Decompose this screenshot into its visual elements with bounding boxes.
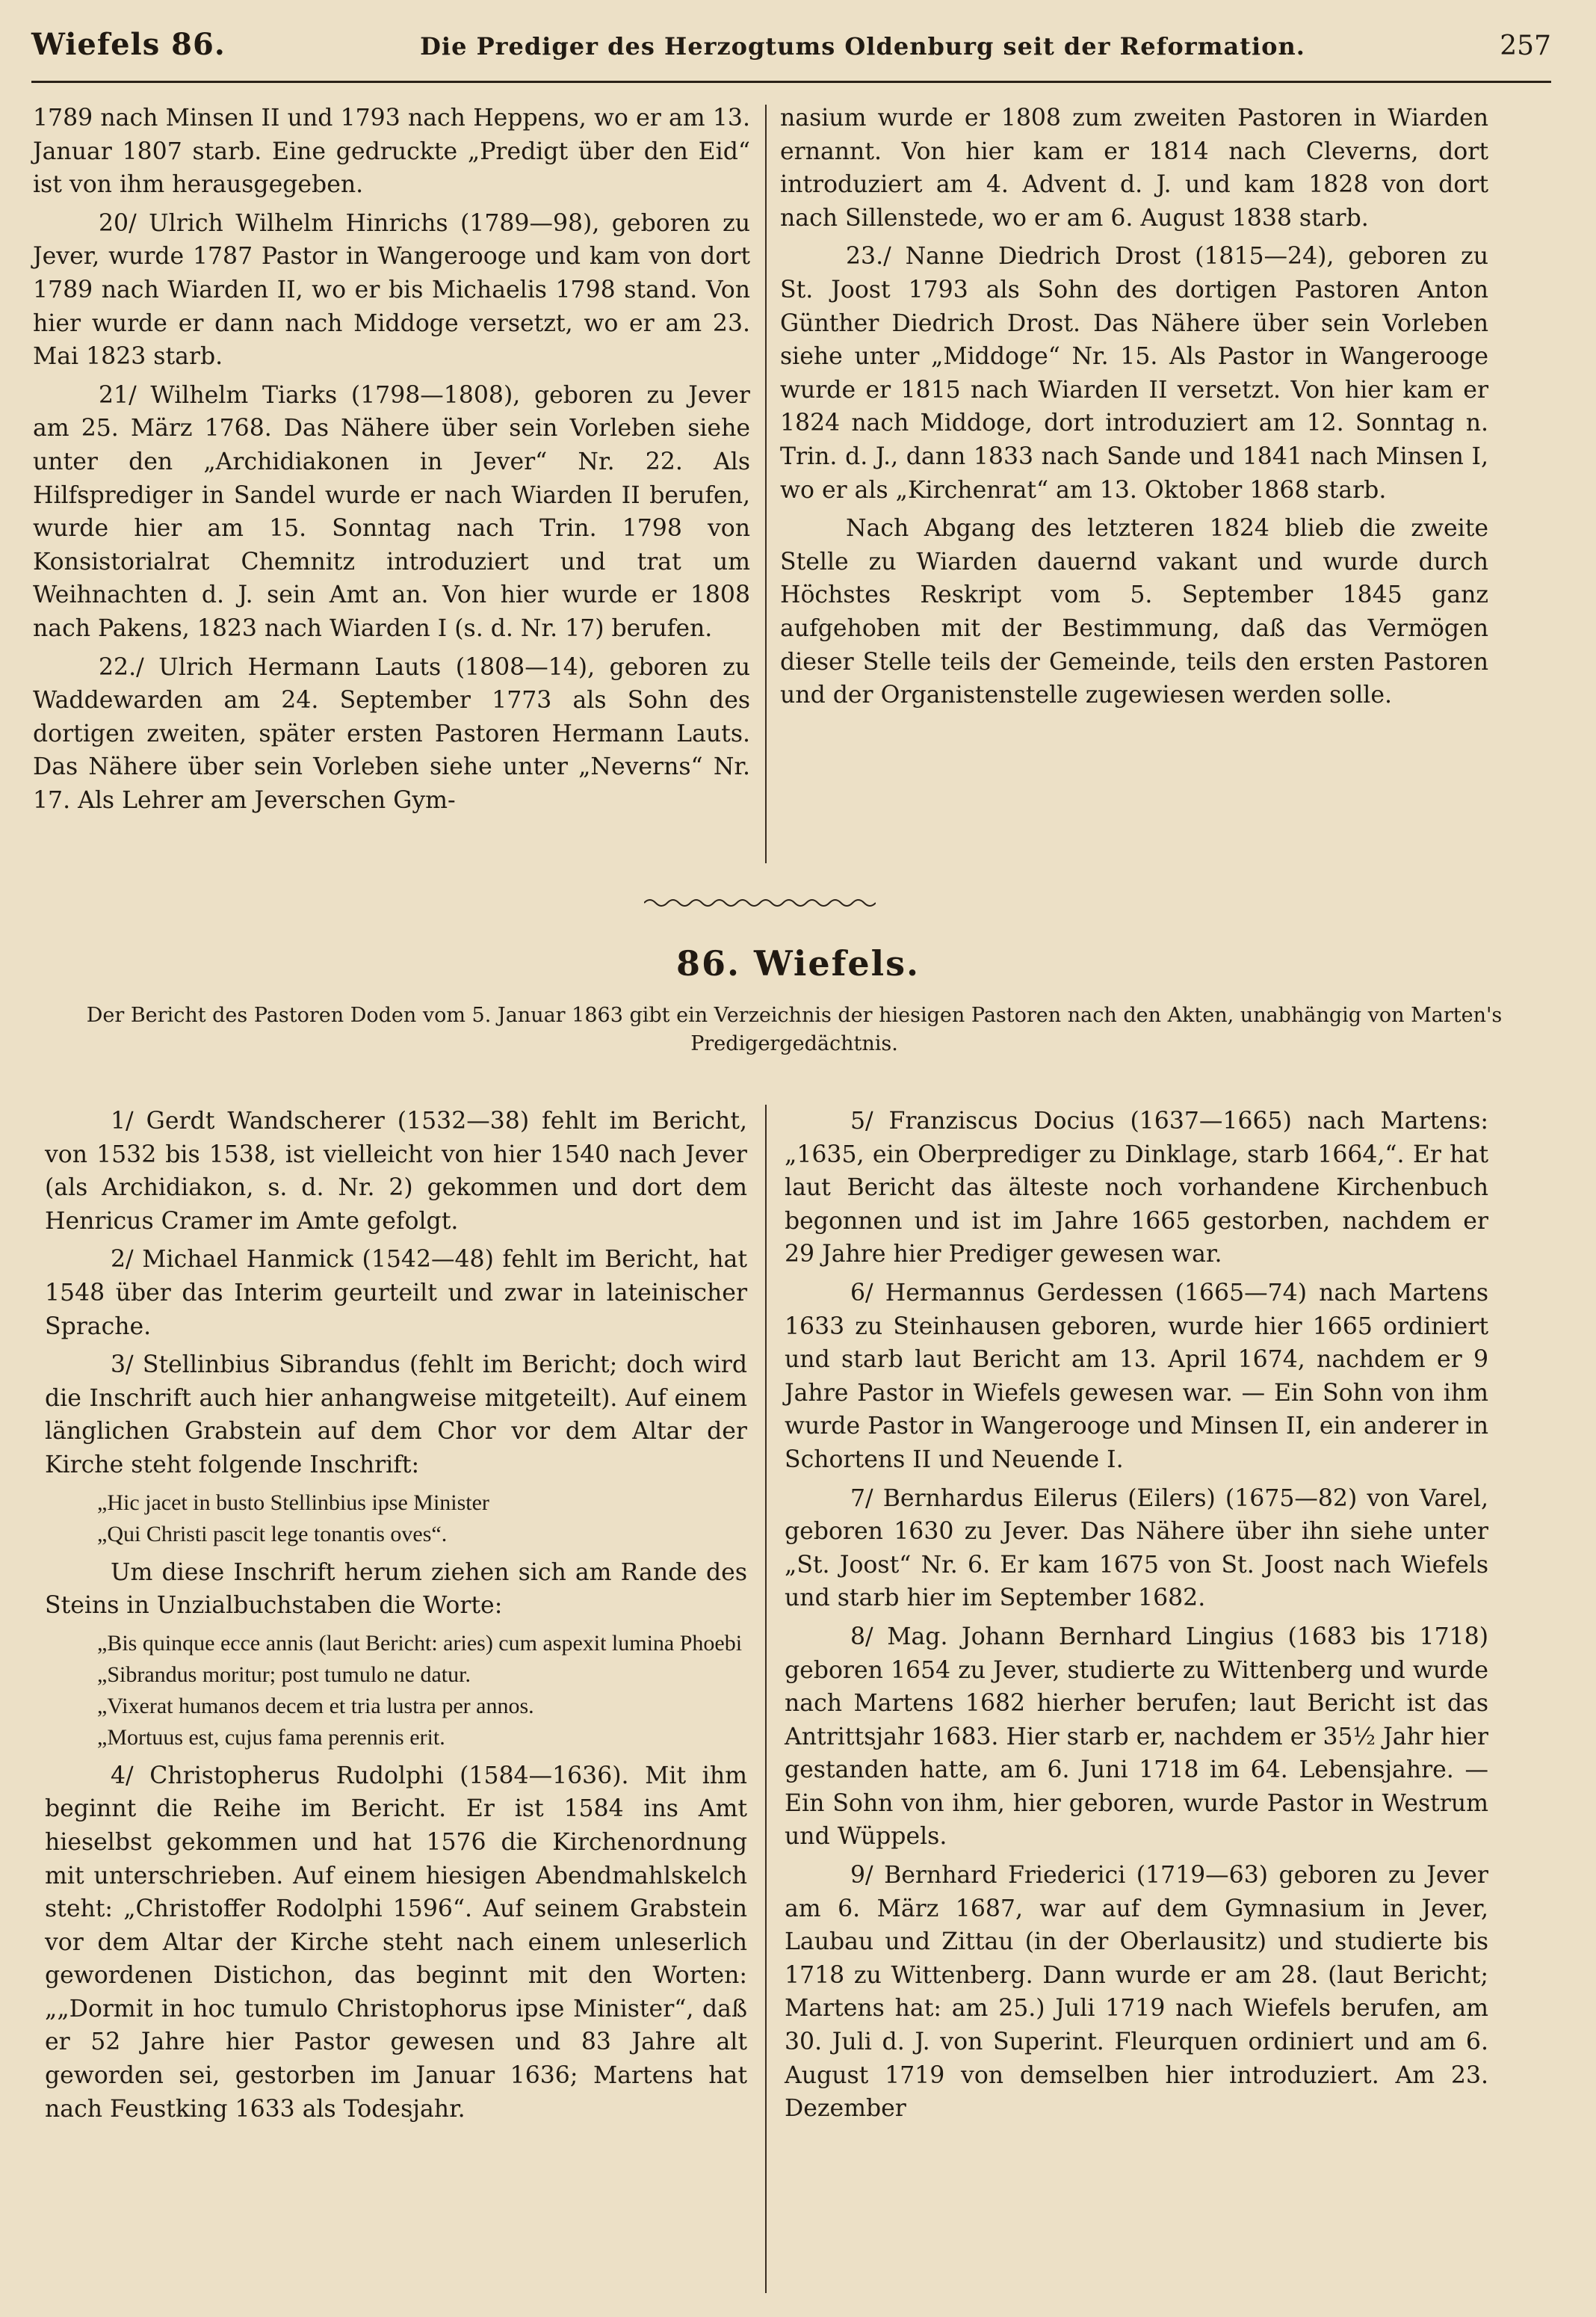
- paragraph: 22./ Ulrich Hermann Lauts (1808—14), geboren zu Waddewarden am 24. September 1773 als Sohn des dortigen zweiten, später ersten Pastoren Hermann Lauts. Das Nähere über sein Vorleben siehe unter „Neverns“ Nr. 17. Als Lehrer am Jeverschen Gym-: [33, 653, 750, 814]
- column-divider: [765, 105, 767, 863]
- paragraph: 23./ Nanne Diedrich Drost (1815—24), geboren zu St. Joost 1793 als Sohn des dortigen Pastoren Anton Günther Diedrich Drost. Das Nähere über sein Vorleben siehe unter „Middoge“ Nr. 15. Als Pastor in Wangerooge wurde er 1815 nach Wiarden II versetzt. Von hier kam er 1824 nach Middoge, dort introduziert am 12. Sonntag n. Trin. d. J., dann 1833 nach Sande und 1841 nach Minsen I, wo er als „Kirchenrat“ am 13. Oktober 1868 starb.: [780, 243, 1488, 504]
- ornament-separator: [644, 894, 876, 912]
- latin-inscription-line: „Vixerat humanos decem et tria lustra per annos.: [97, 1693, 534, 1718]
- section-intro: Der Bericht des Pastoren Doden vom 5. Januar 1863 gibt ein Verzeichnis der hiesigen Pastoren nach den Akten, unabhängig von Marten's Predigergedächtnis.: [86, 1004, 1503, 1055]
- bottom-left-column: [45, 1105, 747, 2131]
- paragraph: 8/ Mag. Johann Bernhard Lingius (1683 bis 1718) geboren 1654 zu Jever, studierte zu Wittenberg und wurde nach Martens 1682 hierher berufen; laut Bericht ist das Antrittsjahr 1683. Hier starb er, nachdem er 35½ Jahr hier gestanden hatte, am 6. Juni 1718 im 64. Lebensjahre. — Ein Sohn von ihm, hier geboren, wurde Pastor in Westrum und Wüppels.: [785, 1623, 1488, 1851]
- paragraph: Nach Abgang des letzteren 1824 blieb die zweite Stelle zu Wiarden dauernd vakant und wurde durch Höchstes Reskript vom 5. September 1845 ganz aufgehoben mit der Bestimmung, daß das Vermögen dieser Stelle teils der Gemeinde, teils den ersten Pastoren und der Organistenstelle zugewiesen werden solle.: [780, 515, 1488, 709]
- paragraph: 9/ Bernhard Friederici (1719—63) geboren zu Jever am 6. März 1687, war auf dem Gymnasium in Jever, Laubau und Zittau (in der Oberlausitz) und studierte bis 1718 zu Wittenberg. Dann wurde er am 28. (laut Bericht; Martens hat: am 25.) Juli 1719 nach Wiefels berufen, am 30. Juli d. J. von Superint. Fleurquen ordiniert und am 6. August 1719 von demselben hier introduziert. Am 23. Dezember: [785, 1862, 1488, 2123]
- paragraph: 1/ Gerdt Wandscherer (1532—38) fehlt im Bericht, von 1532 bis 1538, ist vielleicht von hier 1540 nach Jever (als Archidiakon, s. d. Nr. 2) gekommen und dort dem Henricus Cramer im Amte gefolgt.: [45, 1108, 747, 1235]
- paragraph: 6/ Hermannus Gerdessen (1665—74) nach Martens 1633 zu Steinhausen geboren, wurde hier 1665 ordiniert und starb laut Bericht am 13. April 1674, nachdem er 9 Jahre Pastor in Wiefels gewesen war. — Ein Sohn von ihm wurde Pastor in Wangerooge und Minsen II, ein anderer in Schortens II und Neuende I.: [785, 1279, 1488, 1473]
- latin-inscription-line: „Hic jacet in busto Stellinbius ipse Minister: [97, 1490, 489, 1515]
- latin-inscription-line: „Bis quinque ecce annis (laut Bericht: aries) cum aspexit lumina Phoebi: [97, 1630, 743, 1656]
- section-heading: 86. Wiefels.: [675, 943, 921, 984]
- paragraph: 20/ Ulrich Wilhelm Hinrichs (1789—98), geboren zu Jever, wurde 1787 Pastor in Wangerooge und kam von dort 1789 nach Wiarden II, wo er bis Michaelis 1798 stand. Von hier wurde er dann nach Middoge versetzt, wo er am 23. Mai 1823 starb.: [33, 209, 750, 371]
- running-head-section: Wiefels 86.: [31, 27, 226, 62]
- paragraph: 1789 nach Minsen II und 1793 nach Heppens, wo er am 13. Januar 1807 starb. Eine gedruckte „Predigt über den Eid“ ist von ihm herausgegeben.: [33, 105, 750, 199]
- paragraph: 21/ Wilhelm Tiarks (1798—1808), geboren zu Jever am 25. März 1768. Das Nähere über sein Vorleben siehe unter den „Archidiakonen in Jever“ Nr. 22. Als Hilfsprediger in Sandel wurde er nach Wiarden II berufen, wurde hier am 15. Sonntag nach Trin. 1798 von Konsistorialrat Chemnitz introduziert und trat um Weihnachten d. J. sein Amt an. Von hier wurde er 1808 nach Pakens, 1823 nach Wiarden I (s. d. Nr. 17) berufen.: [33, 381, 750, 642]
- running-head-title: Die Prediger des Herzogtums Oldenburg seit der Reformation.: [420, 32, 1305, 61]
- latin-inscription-line: „Mortuus est, cujus fama perennis erit.: [97, 1724, 445, 1750]
- latin-inscription-line: „Sibrandus moritur; post tumulo ne datur.: [97, 1662, 471, 1687]
- paragraph: 2/ Michael Hanmick (1542—48) fehlt im Bericht, hat 1548 über das Interim geurteilt und zwar in lateinischer Sprache.: [45, 1246, 747, 1340]
- header-rule: [31, 81, 1551, 83]
- running-head: [31, 27, 1551, 79]
- paragraph: 4/ Christopherus Rudolphi (1584—1636). Mit ihm beginnt die Reihe im Bericht. Er ist 1584 ins Amt hieselbst gekommen und hat 1576 die Kirchenordnung mit unterschrieben. Auf einem hiesigen Abendmahlskelch steht: „Christoffer Rodolphi 1596“. Auf seinem Grabstein vor dem Altar der Kirche steht nach einem unleserlich gewordenen Distichon, das beginnt mit den Worten: „„Dormit in hoc tumulo Christophorus ipse Minister“, daß er 52 Jahre hier Pastor gewesen und 83 Jahre alt geworden sei, gestorben im Januar 1636; Martens hat nach Feustking 1633 als Todesjahr.: [45, 1762, 747, 2123]
- top-left-column: [33, 102, 750, 822]
- bottom-right-column: [785, 1105, 1488, 2131]
- top-right-column: [780, 102, 1488, 718]
- paragraph: 3/ Stellinbius Sibrandus (fehlt im Bericht; doch wird die Inschrift auch hier anhangweise mitgeteilt). Auf einem länglichen Grabstein auf dem Chor vor dem Altar der Kirche steht folgende Inschrift:: [45, 1351, 747, 1478]
- paragraph: 5/ Franziscus Docius (1637—1665) nach Martens: „1635, ein Oberprediger zu Dinklage, starb 1664,“. Er hat laut Bericht das älteste noch vorhandene Kirchenbuch begonnen und ist im Jahre 1665 gestorben, nachdem er 29 Jahre hier Prediger gewesen war.: [785, 1108, 1488, 1268]
- paragraph: nasium wurde er 1808 zum zweiten Pastoren in Wiarden ernannt. Von hier kam er 1814 nach Cleverns, dort introduziert am 4. Advent d. J. und kam 1828 von dort nach Sillenstede, wo er am 6. August 1838 starb.: [780, 105, 1488, 232]
- column-divider: [765, 1105, 767, 2293]
- latin-inscription-line: „Qui Christi pascit lege tonantis oves“.: [97, 1521, 448, 1546]
- paragraph: 7/ Bernhardus Eilerus (Eilers) (1675—82) von Varel, geboren 1630 zu Jever. Das Nähere über ihn siehe unter „St. Joost“ Nr. 6. Er kam 1675 von St. Joost nach Wiefels und starb hier im September 1682.: [785, 1484, 1488, 1612]
- paragraph: Um diese Inschrift herum ziehen sich am Rande des Steins in Unzialbuchstaben die Worte:: [45, 1558, 747, 1620]
- page-number: 257: [1500, 31, 1551, 61]
